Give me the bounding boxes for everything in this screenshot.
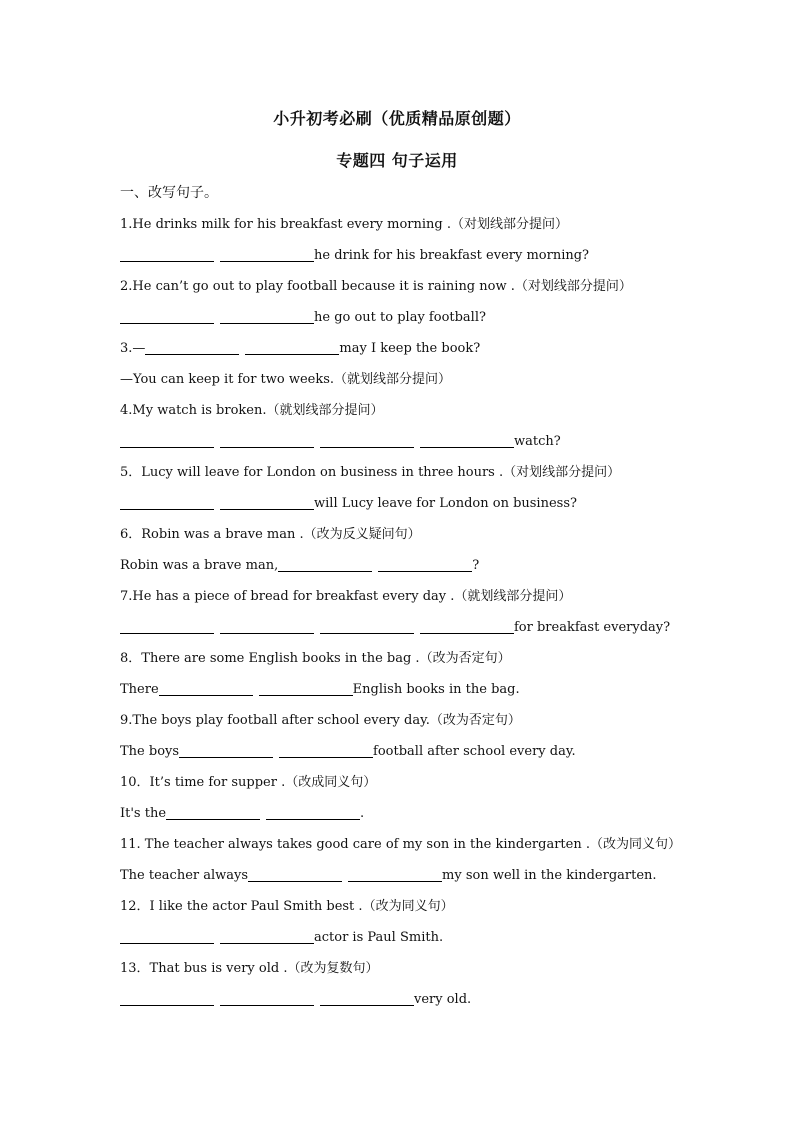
answer-line [120, 426, 720, 457]
question-prompt [120, 891, 720, 922]
answer-tail: my son well in the kindergarten. [442, 868, 657, 883]
section-heading: 一、改写句子。 [120, 185, 218, 201]
answer-blank[interactable] [420, 432, 514, 448]
document-title: 小升初考必刷（优质精品原创题） [273, 109, 521, 128]
answer-blank[interactable] [159, 680, 253, 696]
question-text: 10．It’s time for supper . [120, 775, 286, 790]
answer-blank[interactable] [220, 928, 314, 944]
answer-line [120, 798, 720, 829]
answer-blank[interactable] [220, 990, 314, 1006]
question-instruction: （改为否定句） [429, 713, 521, 728]
question-prompt [120, 364, 720, 395]
question-instruction: （改为否定句） [419, 651, 511, 666]
answer-tail: may I keep the book? [339, 341, 481, 356]
answer-line [120, 302, 720, 333]
answer-blank[interactable] [320, 990, 414, 1006]
answer-tail: for breakfast everyday? [514, 620, 671, 635]
answer-blank[interactable] [279, 742, 373, 758]
answer-line [120, 333, 720, 364]
answer-tail: ? [472, 558, 480, 573]
answer-tail: he drink for his breakfast every morning? [314, 248, 590, 263]
answer-blank[interactable] [320, 618, 414, 634]
answer-blank[interactable] [420, 618, 514, 634]
question-instruction: （就划线部分提问） [454, 589, 572, 604]
question-instruction: （就划线部分提问） [334, 372, 452, 387]
answer-blank[interactable] [120, 618, 214, 634]
answer-line [120, 860, 720, 891]
answer-line [120, 674, 720, 705]
answer-blank[interactable] [259, 680, 353, 696]
answer-blank[interactable] [378, 556, 472, 572]
answer-blank[interactable] [120, 246, 214, 262]
answer-line [120, 550, 720, 581]
answer-blank[interactable] [278, 556, 372, 572]
answer-tail: English books in the bag. [352, 682, 520, 697]
answer-line [120, 984, 720, 1015]
question-text: —You can keep it for two weeks. [120, 372, 335, 387]
answer-blank[interactable] [120, 928, 214, 944]
answer-line [120, 240, 720, 271]
answer-blank[interactable] [220, 432, 314, 448]
question-instruction: （对划线部分提问） [451, 217, 569, 232]
question-prompt [120, 457, 720, 488]
question-instruction: （对划线部分提问） [503, 465, 621, 480]
answer-lead: The boys [120, 744, 180, 759]
question-prompt [120, 395, 720, 426]
answer-lead: There [120, 682, 159, 697]
answer-tail: actor is Paul Smith. [314, 930, 444, 945]
answer-line [120, 736, 720, 767]
answer-blank[interactable] [220, 308, 314, 324]
answer-blank[interactable] [220, 618, 314, 634]
answer-lead: The teacher always [120, 868, 249, 883]
answer-blank[interactable] [266, 804, 360, 820]
answer-blank[interactable] [145, 339, 239, 355]
document-subtitle: 专题四 句子运用 [336, 151, 458, 170]
answer-blank[interactable] [166, 804, 260, 820]
answer-blank[interactable] [220, 246, 314, 262]
answer-line [120, 488, 720, 519]
question-prompt [120, 209, 720, 240]
question-text: 7.He has a piece of bread for breakfast every day . [120, 589, 455, 604]
question-text: 12．I like the actor Paul Smith best . [120, 899, 363, 914]
question-text: 11. The teacher always takes good care of my son in the kindergarten . [120, 837, 590, 852]
question-text: 13．That bus is very old . [120, 961, 288, 976]
question-instruction: （改成同义句） [285, 775, 377, 790]
question-text: 2.He can’t go out to play football because it is raining now . [120, 279, 515, 294]
answer-blank[interactable] [120, 494, 214, 510]
answer-tail: will Lucy leave for London on business? [314, 496, 577, 511]
question-instruction: （对划线部分提问） [514, 279, 632, 294]
answer-tail: . [360, 806, 365, 821]
question-instruction: （改为同义句） [589, 837, 681, 852]
question-instruction: （改为反义疑问句） [303, 527, 421, 542]
answer-blank[interactable] [179, 742, 273, 758]
answer-blank[interactable] [248, 866, 342, 882]
question-text: 9.The boys play football after school every day. [120, 713, 430, 728]
answer-line [120, 922, 720, 953]
question-instruction: （就划线部分提问） [266, 403, 384, 418]
answer-blank[interactable] [348, 866, 442, 882]
questions-container [120, 209, 720, 1015]
question-prompt [120, 705, 720, 736]
answer-lead: Robin was a brave man, [120, 558, 279, 573]
question-text: 6．Robin was a brave man . [120, 527, 304, 542]
question-prompt [120, 271, 720, 302]
question-text: 8．There are some English books in the bag . [120, 651, 420, 666]
question-prompt [120, 643, 720, 674]
answer-tail: he go out to play football? [314, 310, 486, 325]
question-prompt [120, 953, 720, 984]
question-prompt [120, 581, 720, 612]
answer-blank[interactable] [320, 432, 414, 448]
question-prompt [120, 519, 720, 550]
question-text: 4.My watch is broken. [120, 403, 267, 418]
question-list [120, 178, 720, 1015]
answer-lead: 3.— [120, 341, 146, 356]
answer-lead: It's the [120, 806, 167, 821]
answer-blank[interactable] [220, 494, 314, 510]
answer-blank[interactable] [120, 432, 214, 448]
answer-blank[interactable] [120, 308, 214, 324]
question-instruction: （改为同义句） [362, 899, 454, 914]
question-text: 1.He drinks milk for his breakfast every morning . [120, 217, 452, 232]
answer-line [120, 612, 720, 643]
question-instruction: （改为复数句） [287, 961, 379, 976]
answer-blank[interactable] [245, 339, 339, 355]
answer-tail: very old. [414, 992, 472, 1007]
question-prompt [120, 829, 720, 860]
answer-tail: watch? [514, 434, 561, 449]
question-text: 5．Lucy will leave for London on business in three hours . [120, 465, 504, 480]
question-prompt [120, 767, 720, 798]
answer-blank[interactable] [120, 990, 214, 1006]
answer-tail: football after school every day. [373, 744, 576, 759]
